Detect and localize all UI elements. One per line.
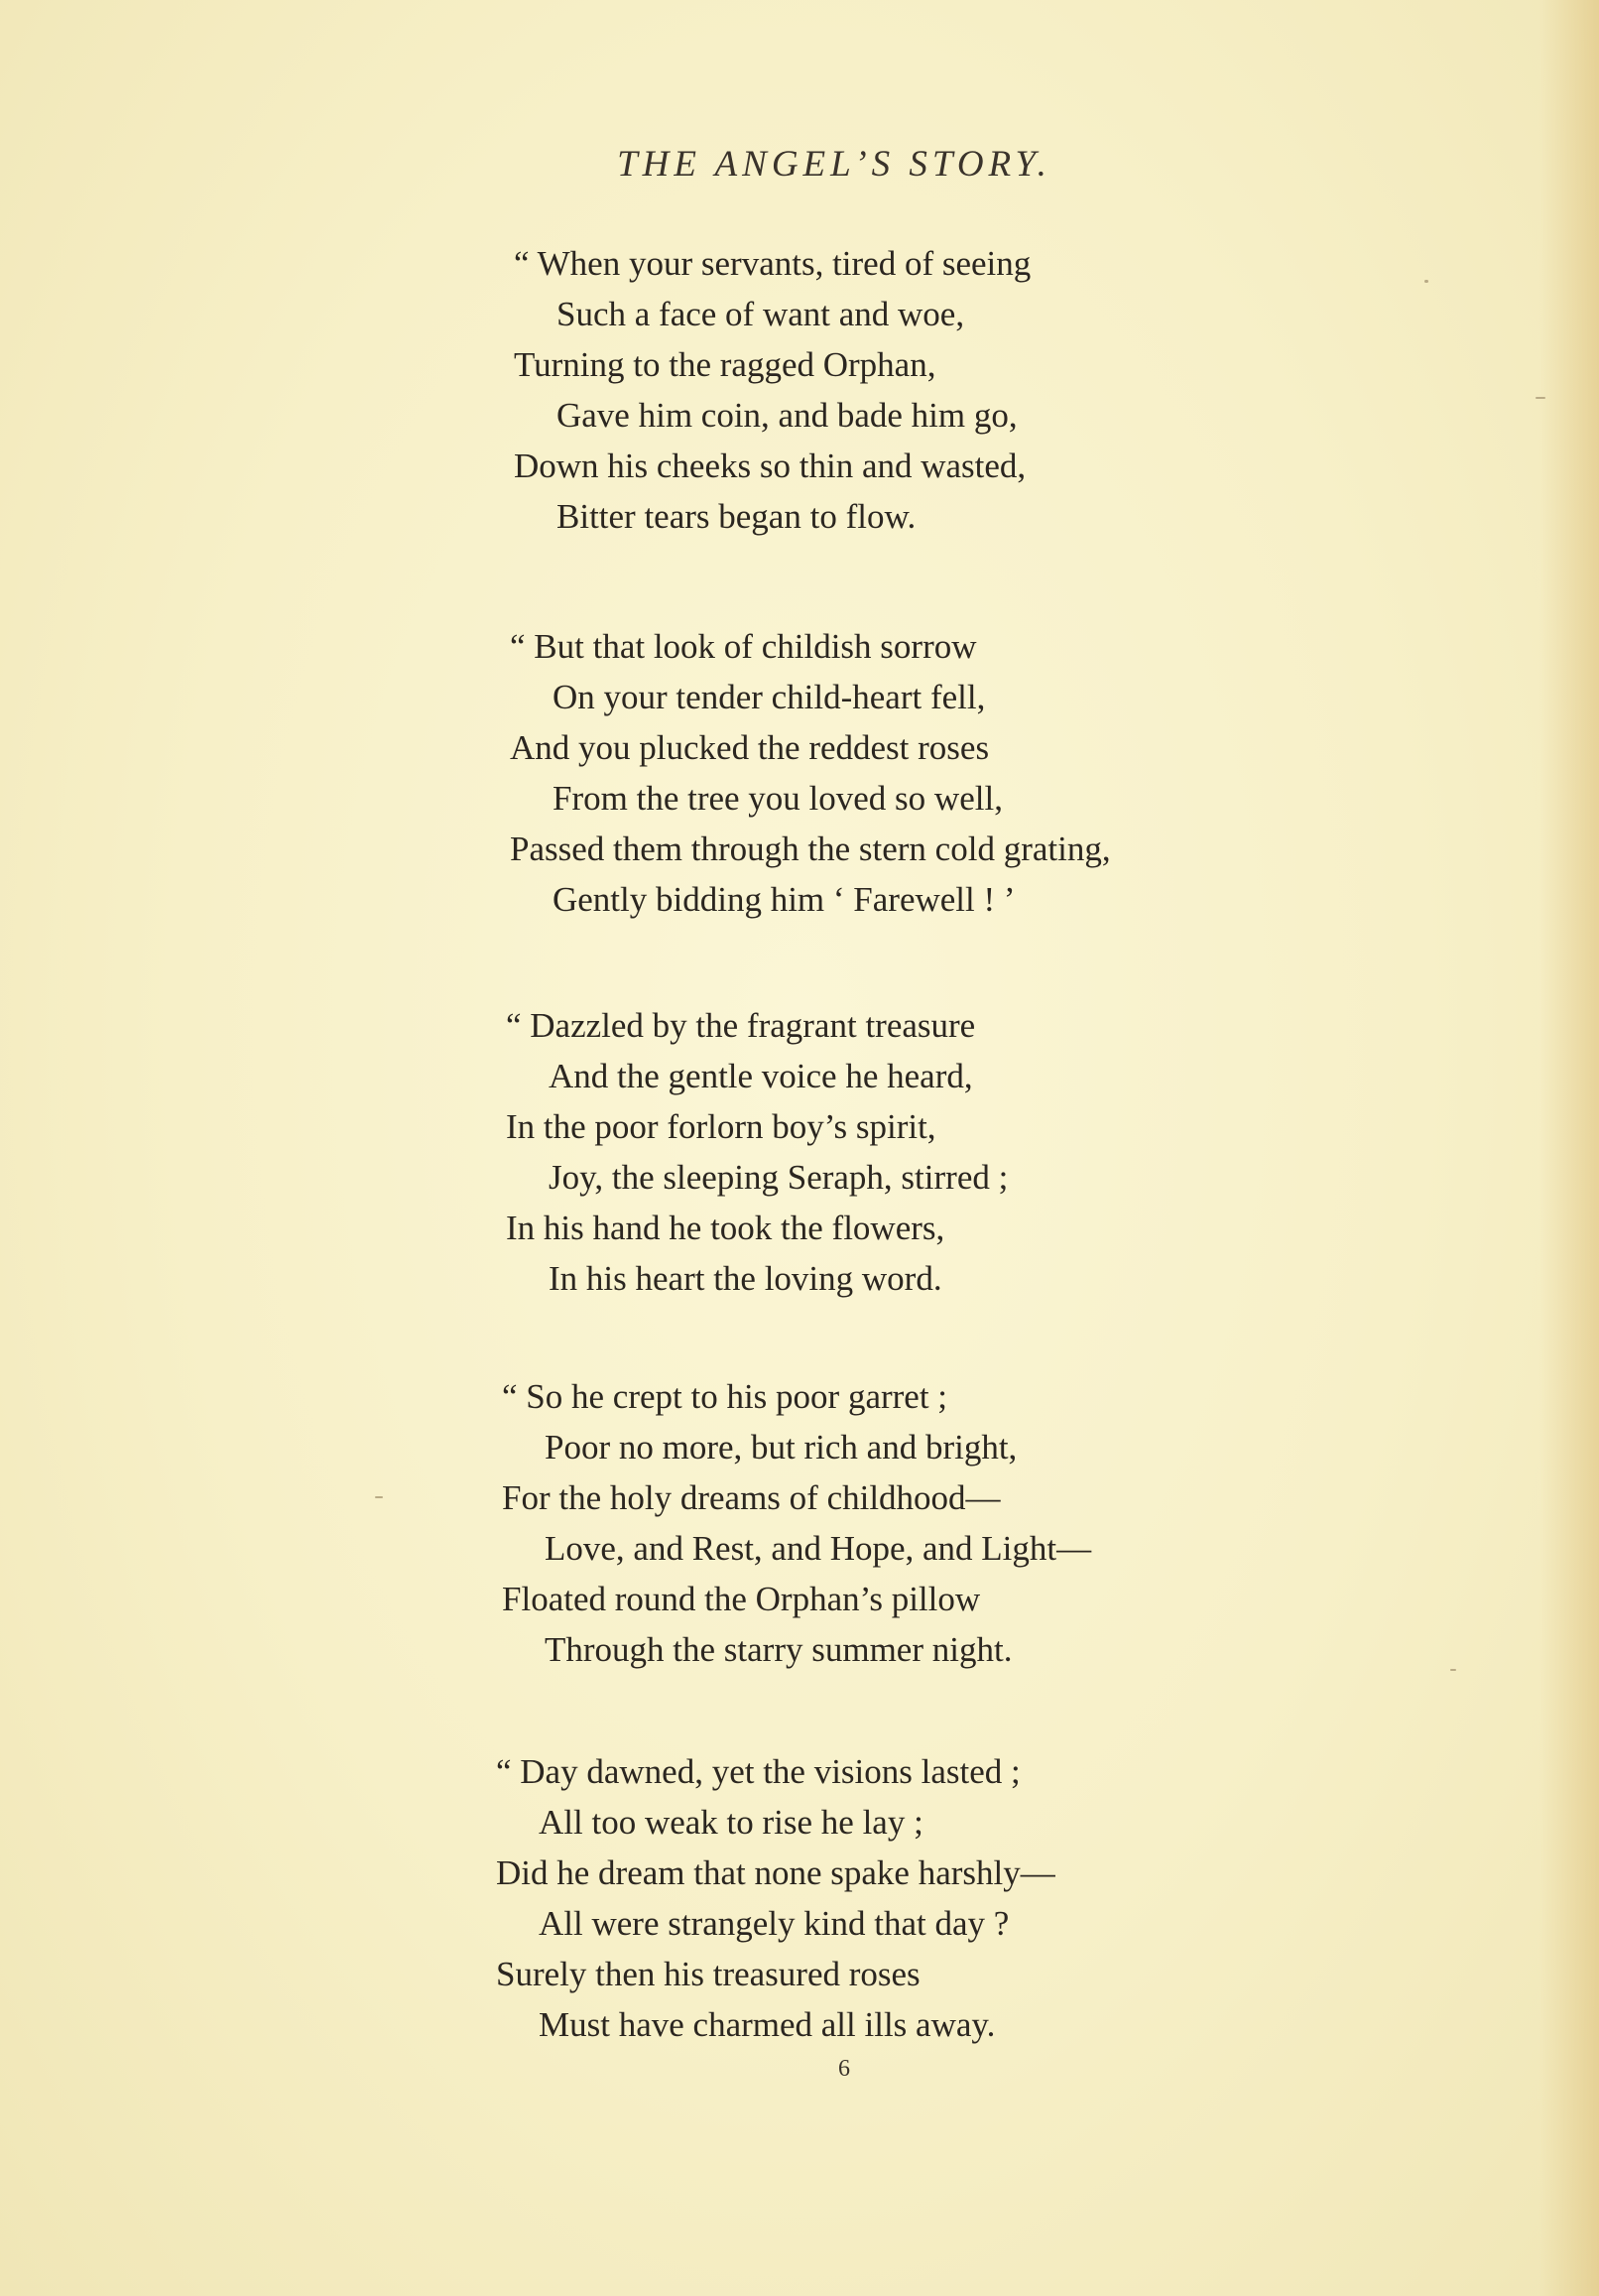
verse-line: From the tree you loved so well,	[553, 779, 1003, 818]
verse-line: “ Day dawned, yet the visions lasted ;	[496, 1752, 1021, 1791]
verse-line: Down his cheeks so thin and wasted,	[514, 446, 1027, 485]
verse-line: Gently bidding him ‘ Farewell ! ’	[553, 880, 1016, 919]
verse-line: In his hand he took the flowers,	[506, 1209, 945, 1247]
verse-line: In his heart the loving word.	[549, 1259, 942, 1298]
verse-line: “ But that look of childish sorrow	[510, 627, 977, 666]
verse-line: Gave him coin, and bade him go,	[556, 396, 1018, 435]
verse-line: Did he dream that none spake harshly—	[496, 1853, 1055, 1892]
verse-line: All were strangely kind that day ?	[539, 1904, 1010, 1943]
verse-line: Passed them through the stern cold grating,	[510, 829, 1111, 868]
stanza-1	[514, 238, 1031, 542]
verse-line: In the poor forlorn boy’s spirit,	[506, 1107, 936, 1146]
verse-line: And you plucked the reddest roses	[510, 728, 990, 767]
page-number: 6	[838, 2056, 850, 2082]
verse-line: Through the starry summer night.	[545, 1630, 1013, 1669]
running-head: THE ANGEL’S STORY.	[617, 144, 1051, 185]
verse-line: For the holy dreams of childhood—	[502, 1478, 1001, 1517]
verse-line: Turning to the ragged Orphan,	[514, 345, 936, 384]
verse-line: “ So he crept to his poor garret ;	[502, 1377, 948, 1416]
verse-line: Love, and Rest, and Hope, and Light—	[545, 1529, 1092, 1568]
verse-line: And the gentle voice he heard,	[549, 1057, 973, 1095]
paper-speck	[1450, 1669, 1456, 1671]
stanza-2	[510, 621, 1111, 925]
verse-line: Bitter tears began to flow.	[556, 497, 917, 536]
verse-line: On your tender child-heart fell,	[553, 678, 986, 716]
verse-line: “ When your servants, tired of seeing	[514, 244, 1032, 283]
stanza-5	[496, 1746, 1055, 2050]
verse-line: All too weak to rise he lay ;	[539, 1803, 923, 1842]
verse-line: Must have charmed all ills away.	[539, 2005, 996, 2044]
verse-line: Surely then his treasured roses	[496, 1955, 921, 1993]
paper-speck	[1424, 280, 1428, 283]
paper-speck	[1536, 397, 1545, 399]
stanza-3	[506, 1000, 1008, 1304]
paper-speck	[375, 1496, 383, 1498]
verse-line: Joy, the sleeping Seraph, stirred ;	[549, 1158, 1009, 1197]
verse-line: “ Dazzled by the fragrant treasure	[506, 1006, 976, 1045]
verse-line: Floated round the Orphan’s pillow	[502, 1580, 981, 1618]
verse-line: Poor no more, but rich and bright,	[545, 1428, 1018, 1467]
verse-line: Such a face of want and woe,	[556, 295, 965, 333]
stanza-4	[502, 1371, 1091, 1675]
